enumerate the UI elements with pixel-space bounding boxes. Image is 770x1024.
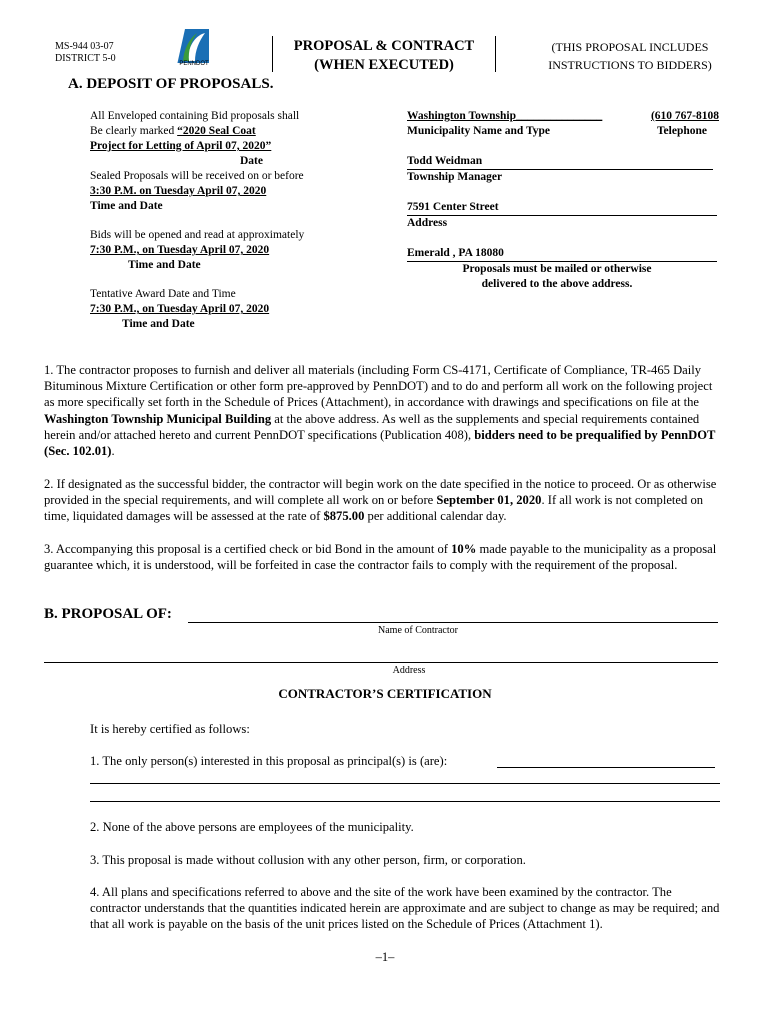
tentative-line: Tentative Award Date and Time xyxy=(90,288,236,300)
principals-field-line3[interactable] xyxy=(90,787,720,802)
date-label: Date xyxy=(240,155,263,167)
district-label: DISTRICT 5-0 xyxy=(55,53,116,64)
penndot-logo xyxy=(175,25,211,71)
manager-value: Todd Weidman xyxy=(407,154,713,170)
cert-item-1: 1. The only person(s) interested in this proposal as principal(s) is (are): xyxy=(90,754,448,768)
logo-text: PENNDOT xyxy=(179,61,209,67)
municipality-label: Municipality Name and Type xyxy=(407,125,551,137)
phone-label: Telephone xyxy=(656,125,707,137)
contractor-address-field[interactable] xyxy=(44,648,718,663)
mail-note: Proposals must be mailed or otherwise delivered to the above address. xyxy=(462,263,652,290)
time-date-label: Time and Date xyxy=(122,318,195,330)
certification-intro: It is hereby certified as follows: xyxy=(90,722,250,736)
paragraph-2: 2. If designated as the successful bidder, the contractor will begin work on the date specified in the notice to proceed. Or as otherwise provided in the special requirements, and will complete all work on or before September 01, 2020. If all work is not completed on time, liquidated damages will be assessed at the rate of $875.00 per additional calendar day. xyxy=(44,477,717,524)
municipality-label-row xyxy=(407,124,719,139)
paragraph-1: 1. The contractor proposes to furnish and deliver all materials (including Form CS-4171, Certificate of Compliance, TR-465 Daily Bituminous Mixture Certification or other form pre-approved by PennDOT) and to do and perform all work on the following project as more specifically set forth in the Schedule of Prices (Attachment), in accordance with drawings and specifications on file at the Washington Township Municipal Building at the above address. As well as the supplements and special requirements contained herein and/or attached hereto and current PennDOT specifications (Publication 408), bidders need to be prequalified by PennDOT (Sec. 102.01). xyxy=(44,363,716,459)
header-divider-left xyxy=(272,36,274,72)
paragraph-3: 3. Accompanying this proposal is a certified check or bid Bond in the amount of 10% made payable to the municipality as a proposal guarantee which, it is understood, will be forfeited in case the contractor fails to comply with the requirement of the proposal. xyxy=(44,542,717,573)
header-divider-right xyxy=(495,36,497,72)
sealed-line: Sealed Proposals will be received on or before xyxy=(90,170,304,182)
page-title: PROPOSAL & CONTRACT (WHEN EXECUTED) xyxy=(293,38,475,73)
opened-value: 7:30 P.M., on Tuesday April 07, 2020 xyxy=(90,244,270,256)
address-value: 7591 Center Street xyxy=(407,200,717,216)
phone-value: (610 767-8108 xyxy=(650,110,719,122)
envelope-line2: Be clearly marked “2020 Seal Coat xyxy=(90,125,256,137)
cert-item-3: 3. This proposal is made without collusion with any other person, firm, or corporation. xyxy=(90,853,526,867)
manager-label: Township Manager xyxy=(407,171,503,183)
contractor-address-label: Address xyxy=(392,665,426,676)
time-date-label: Time and Date xyxy=(128,259,201,271)
deposit-left-column xyxy=(90,109,370,332)
cert-item-4: 4. All plans and specifications referred to above and the site of the work have been examined by the contractor. The contractor understands that the quantities indicated herein are approximate and are subject to change as may be required; and that all work is payable on the basis of the unit prices listed on the Schedule of Prices (Attachment 1). xyxy=(90,885,720,932)
header-note: (THIS PROPOSAL INCLUDES INSTRUCTIONS TO BIDDERS) xyxy=(548,40,712,72)
form-number: MS-944 03-07 xyxy=(55,41,114,52)
sealed-value: 3:30 P.M. on Tuesday April 07, 2020 xyxy=(90,185,267,197)
cert-item-2: 2. None of the above persons are employees of the municipality. xyxy=(90,820,414,834)
envelope-line1: All Enveloped containing Bid proposals shall xyxy=(90,110,300,122)
section-a-heading: A. DEPOSIT OF PROPOSALS. xyxy=(68,76,274,92)
section-b-heading: B. PROPOSAL OF: xyxy=(44,606,172,622)
opened-line: Bids will be opened and read at approximately xyxy=(90,229,305,241)
page-number: –1– xyxy=(375,950,395,964)
contractor-name-field[interactable] xyxy=(188,606,718,623)
municipality-row xyxy=(407,109,719,124)
principals-field[interactable] xyxy=(497,753,715,768)
municipality-value: Washington Township_______________ xyxy=(407,110,603,122)
tentative-value: 7:30 P.M., on Tuesday April 07, 2020 xyxy=(90,303,270,315)
city-value: Emerald , PA 18080 xyxy=(407,246,717,262)
principals-field-line2[interactable] xyxy=(90,769,720,784)
project-line: Project for Letting of April 07, 2020” xyxy=(90,140,272,152)
certification-title: CONTRACTOR’S CERTIFICATION xyxy=(278,686,492,701)
contractor-name-label: Name of Contractor xyxy=(378,625,458,636)
deposit-right-column xyxy=(407,109,719,292)
time-date-label: Time and Date xyxy=(90,200,163,212)
address-label: Address xyxy=(407,217,448,229)
